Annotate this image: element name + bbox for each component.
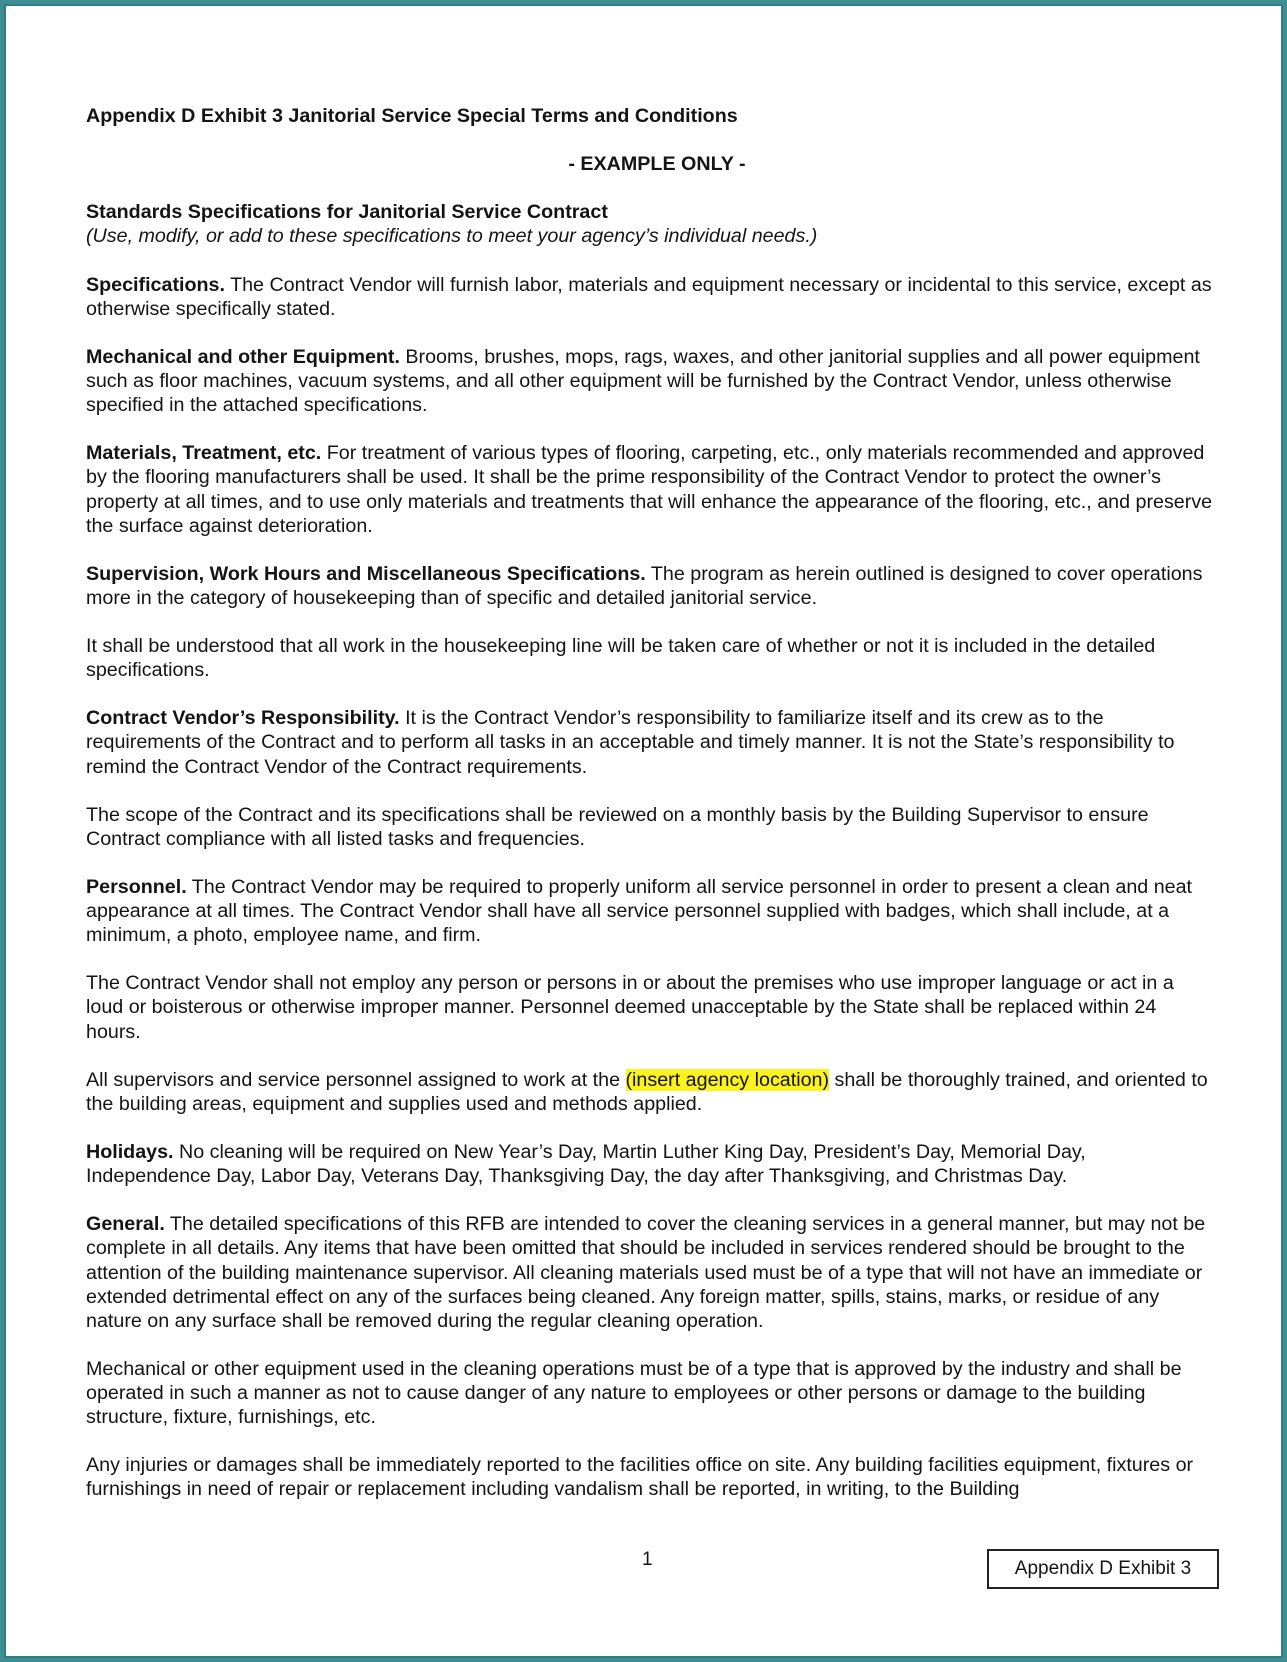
materials-text: For treatment of various types of flooring, carpeting, etc., only materials recommended and approved by the flooring manufacturers shall be used. It shall be the prime responsibility of the Contract Vendor to protect the owner’s property at all times, and to use only materials and treatments that will enhance the appearance of the flooring, etc., and preserve the surface against deterioration.: [86, 442, 1213, 537]
general-heading: General.: [86, 1213, 165, 1236]
specifications-text: The Contract Vendor will furnish labor, materials and equipment necessary or incidental to this service, except as otherwise specifically stated.: [86, 273, 1212, 320]
page-number: 1: [642, 1549, 653, 1570]
general-paragraph: [86, 1212, 1216, 1332]
equipment-text: Brooms, brushes, mops, rags, waxes, and other janitorial supplies and all power equipment such as floor machines, vacuum systems, and all other equipment will be furnished by the Contract Vendor, unless otherwise specified in the attached specifications.: [86, 345, 1200, 417]
equipment-operation-paragraph: Mechanical or other equipment used in the cleaning operations must be of a type that is approved by the industry and shall be operated in such a manner as not to cause danger of any nature to employees or other persons or damage to the building structure, fixture, furnishings, etc.: [86, 1357, 1182, 1429]
standards-section: [86, 200, 1216, 248]
specifications-heading: Specifications.: [86, 273, 225, 296]
responsibility-heading: Contract Vendor’s Responsibility.: [86, 707, 400, 730]
scope-paragraph: The scope of the Contract and its specifications shall be reviewed on a monthly basis by the Building Supervisor to ensure Contract compliance with all listed tasks and frequencies.: [86, 803, 1149, 850]
responsibility-text: It is the Contract Vendor’s responsibility to familiarize itself and its crew as to the requirements of the Contract and to perform all tasks in an acceptable and timely manner. It is not the State’s responsibility to remind the Contract Vendor of the Contract requirements.: [86, 707, 1175, 778]
supervision-text: The program as herein outlined is designed to cover operations more in the category of housekeeping than of specific and detailed janitorial service.: [86, 562, 1203, 609]
example-only-label: - EXAMPLE ONLY -: [568, 153, 746, 176]
equipment-heading: Mechanical and other Equipment.: [86, 345, 400, 368]
holidays-heading: Holidays.: [86, 1141, 174, 1164]
document-title: Appendix D Exhibit 3 Janitorial Service Special Terms and Conditions: [86, 105, 738, 127]
holidays-text: No cleaning will be required on New Year’s Day, Martin Luther King Day, President’s Day, Memorial Day, Independence Day, Labor Day, Veterans Day, Thanksgiving Day, the day after Thanksgiving, and Christmas Day.: [86, 1141, 1086, 1188]
agency-location-placeholder: (insert agency location): [625, 1068, 830, 1091]
housekeeping-paragraph: It shall be understood that all work in the housekeeping line will be taken care of whether or not it is included in the detailed specifications.: [86, 635, 1156, 682]
specifications-paragraph: [86, 273, 1216, 321]
general-text: The detailed specifications of this RFB are intended to cover the cleaning services in a general manner, but may not be complete in all details. Any items that have been omitted that should be included in services rendered should be brought to the attention of the building maintenance supervisor. All cleaning materials used must be of a type that will not have an immediate or extended detrimental effect on any of the surfaces being cleaned. Any foreign matter, spills, stains, marks, or residue of any nature on any surface shall be removed during the regular cleaning operation.: [86, 1213, 1206, 1332]
holidays-paragraph: [86, 1140, 1216, 1188]
personnel-text: The Contract Vendor may be required to properly uniform all service personnel in order to present a clean and neat appearance at all times. The Contract Vendor shall have all service personnel supplied with badges, which shall include, at a minimum, a photo, employee name, and firm.: [86, 876, 1193, 947]
standards-heading: Standards Specifications for Janitorial Service Contract: [86, 201, 608, 224]
employment-paragraph: The Contract Vendor shall not employ any person or persons in or about the premises who use improper language or act in a loud or boisterous or otherwise improper manner. Personnel deemed unacceptable by the State shall be replaced within 24 hours.: [86, 972, 1174, 1043]
footer-appendix-box: Appendix D Exhibit 3: [987, 1549, 1219, 1589]
document-body: [86, 104, 1216, 1526]
training-paragraph: [86, 1068, 1216, 1116]
materials-paragraph: [86, 441, 1216, 537]
materials-heading: Materials, Treatment, etc.: [86, 442, 322, 465]
training-text-end: shall be thoroughly trained, and oriented to the building areas, equipment and supplies used and methods applied.: [86, 1068, 1208, 1115]
supervision-paragraph: [86, 562, 1216, 610]
document-page: [4, 4, 1283, 1658]
standards-note: (Use, modify, or add to these specifications to meet your agency’s individual needs.): [86, 225, 818, 248]
equipment-paragraph: [86, 345, 1216, 417]
training-text-start: All supervisors and service personnel assigned to work at the: [86, 1068, 626, 1091]
supervision-heading: Supervision, Work Hours and Miscellaneous Specifications.: [86, 562, 646, 585]
personnel-heading: Personnel.: [86, 876, 187, 898]
injuries-paragraph: Any injuries or damages shall be immediately reported to the facilities office on site. Any building facilities equipment, fixtures or furnishings in need of repair or replacement including vandalism shall be reported, in writing, to the Building: [86, 1454, 1194, 1501]
responsibility-paragraph: [86, 706, 1216, 778]
personnel-paragraph: [86, 875, 1216, 947]
